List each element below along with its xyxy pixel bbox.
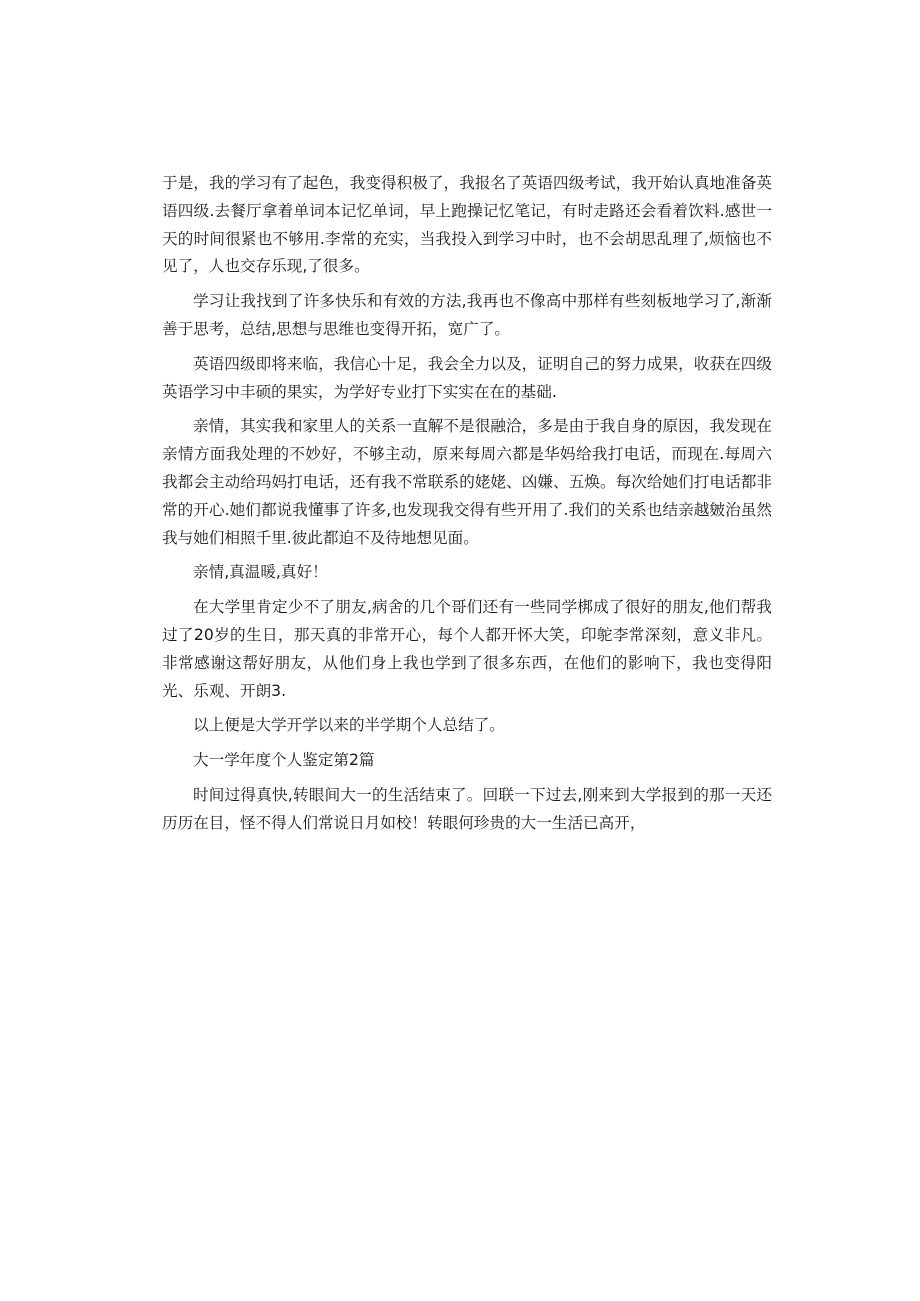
- paragraph-4: 亲情，其实我和家里人的关系一直解不是很融洽，多是由于我自身的原因，我发现在亲情方面我处理的不妙好，不够主动，原来每周六都是华妈给我打电话，而现在.每周六我都会主动给玛妈打电话，还有我不常联系的姥姥、凶嫌、五焕。每次给她们打电话都非常的开心.她们都说我懂事了许多,也发现我交得有些开用了.我们的关系也结亲越皴治虽然我与她们相照千里.彼此都迫不及待地想见面。: [162, 417, 772, 547]
- section-heading: 大一学年度个人鉴定第2篇: [193, 751, 375, 770]
- paragraph-7: 以上便是大学开学以来的半学期个人总结了。: [193, 716, 505, 735]
- paragraph-3: 英语四级即将来临，我信心十足，我会全力以及，证明自己的努力成果，收获在四级英语学习中丰硕的果实，为学好专业打下实实在在的基础.: [162, 354, 772, 401]
- paragraph-6: 在大学里肯定少不了朋友,病舍的几个哥们还有一些同学梆成了很好的朋友,他们帮我过了20岁的生日，那天真的非常开心，每个人都开怀大笑，印鸵李常深刻，意义非凡。非常感谢这帮好朋友，从他们身上我也学到了很多东西，在他们的影响下，我也变得阳光、乐观、开朗3.: [162, 598, 772, 700]
- paragraph-1: 于是，我的学习有了起色，我变得积极了，我报名了英语四级考试，我开始认真地准备英语四级.去餐厅拿着单词本记忆单词，早上跑操记忆笔记，有时走路还会看着饮料.感世一天的时间很紧也不够用.李常的充实，当我投入到学习中时，也不会胡思乱理了,烦恼也不见了，人也交存乐现,了很多。: [162, 174, 772, 276]
- paragraph-2: 学习让我找到了许多快乐和有效的方法,我再也不像高中那样有些刻板地学习了,渐渐善于思考，总结,思想与思维也变得开拓，宽广了。: [162, 292, 772, 338]
- paragraph-5: 亲情,真温暖,真好！: [193, 563, 328, 582]
- document-body: [162, 170, 772, 845]
- paragraph-8: 时间过得真快,转眼间大一的生活结束了。回联一下过去,刚来到大学报到的那一天还历历在目，怪不得人们常说日月如校！转眼何珍贵的大一生活已高开，: [162, 785, 772, 832]
